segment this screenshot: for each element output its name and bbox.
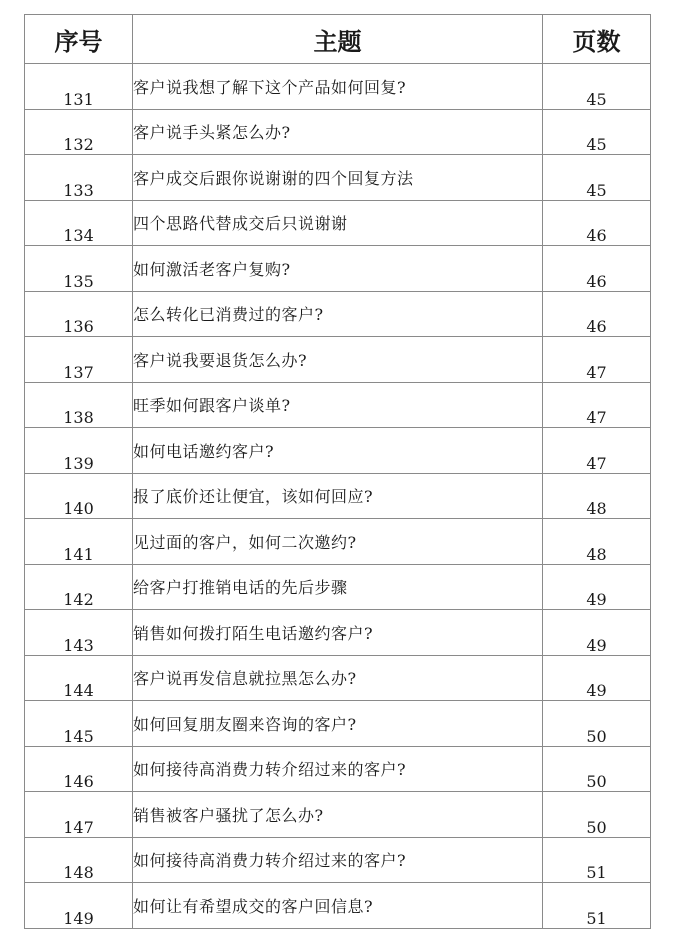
header-number: 序号 — [25, 15, 133, 64]
row-number: 149 — [25, 883, 133, 929]
row-number: 131 — [25, 64, 133, 110]
row-page: 45 — [543, 64, 651, 110]
table-row — [25, 519, 651, 565]
row-number: 140 — [25, 473, 133, 519]
row-title: 如何让有希望成交的客户回信息? — [133, 883, 543, 929]
header-page: 页数 — [543, 15, 651, 64]
row-title: 如何回复朋友圈来咨询的客户? — [133, 701, 543, 747]
row-title: 报了底价还让便宜，该如何回应? — [133, 473, 543, 519]
row-page: 50 — [543, 746, 651, 792]
table-row — [25, 246, 651, 292]
table-row — [25, 610, 651, 656]
header-title: 主题 — [133, 15, 543, 64]
row-title: 客户说我要退货怎么办? — [133, 337, 543, 383]
row-title: 客户说手头紧怎么办? — [133, 109, 543, 155]
row-page: 47 — [543, 382, 651, 428]
row-number: 146 — [25, 746, 133, 792]
row-number: 145 — [25, 701, 133, 747]
row-title: 如何接待高消费力转介绍过来的客户? — [133, 746, 543, 792]
table-row — [25, 564, 651, 610]
table-row — [25, 837, 651, 883]
table-row — [25, 382, 651, 428]
row-number: 139 — [25, 428, 133, 474]
row-number: 141 — [25, 519, 133, 565]
table-row — [25, 428, 651, 474]
table-row — [25, 64, 651, 110]
row-title: 客户成交后跟你说谢谢的四个回复方法 — [133, 155, 543, 201]
row-page: 49 — [543, 564, 651, 610]
table-row — [25, 883, 651, 929]
table-row — [25, 155, 651, 201]
row-page: 49 — [543, 655, 651, 701]
row-page: 46 — [543, 200, 651, 246]
table-row — [25, 655, 651, 701]
row-page: 51 — [543, 883, 651, 929]
row-title: 如何接待高消费力转介绍过来的客户? — [133, 837, 543, 883]
header-row — [25, 15, 651, 64]
row-number: 132 — [25, 109, 133, 155]
row-page: 51 — [543, 837, 651, 883]
row-title: 四个思路代替成交后只说谢谢 — [133, 200, 543, 246]
table-row — [25, 792, 651, 838]
row-title: 如何激活老客户复购? — [133, 246, 543, 292]
row-number: 134 — [25, 200, 133, 246]
row-title: 客户说再发信息就拉黑怎么办? — [133, 655, 543, 701]
row-number: 144 — [25, 655, 133, 701]
table-row — [25, 473, 651, 519]
row-title: 怎么转化已消费过的客户? — [133, 291, 543, 337]
row-number: 142 — [25, 564, 133, 610]
row-page: 45 — [543, 155, 651, 201]
row-title: 见过面的客户，如何二次邀约? — [133, 519, 543, 565]
table-row — [25, 109, 651, 155]
row-page: 45 — [543, 109, 651, 155]
row-title: 旺季如何跟客户谈单? — [133, 382, 543, 428]
row-page: 49 — [543, 610, 651, 656]
table-row — [25, 337, 651, 383]
table-row — [25, 291, 651, 337]
row-page: 50 — [543, 792, 651, 838]
row-number: 147 — [25, 792, 133, 838]
row-number: 137 — [25, 337, 133, 383]
table-of-contents — [24, 14, 651, 929]
row-page: 47 — [543, 428, 651, 474]
row-title: 给客户打推销电话的先后步骤 — [133, 564, 543, 610]
row-page: 46 — [543, 291, 651, 337]
row-page: 50 — [543, 701, 651, 747]
row-number: 136 — [25, 291, 133, 337]
row-number: 148 — [25, 837, 133, 883]
row-title: 销售被客户骚扰了怎么办? — [133, 792, 543, 838]
table-row — [25, 746, 651, 792]
table-row — [25, 200, 651, 246]
row-page: 48 — [543, 519, 651, 565]
table-row — [25, 701, 651, 747]
row-page: 47 — [543, 337, 651, 383]
row-page: 48 — [543, 473, 651, 519]
row-title: 如何电话邀约客户? — [133, 428, 543, 474]
row-title: 销售如何拨打陌生电话邀约客户? — [133, 610, 543, 656]
row-number: 143 — [25, 610, 133, 656]
row-title: 客户说我想了解下这个产品如何回复? — [133, 64, 543, 110]
row-number: 135 — [25, 246, 133, 292]
row-number: 138 — [25, 382, 133, 428]
row-page: 46 — [543, 246, 651, 292]
row-number: 133 — [25, 155, 133, 201]
